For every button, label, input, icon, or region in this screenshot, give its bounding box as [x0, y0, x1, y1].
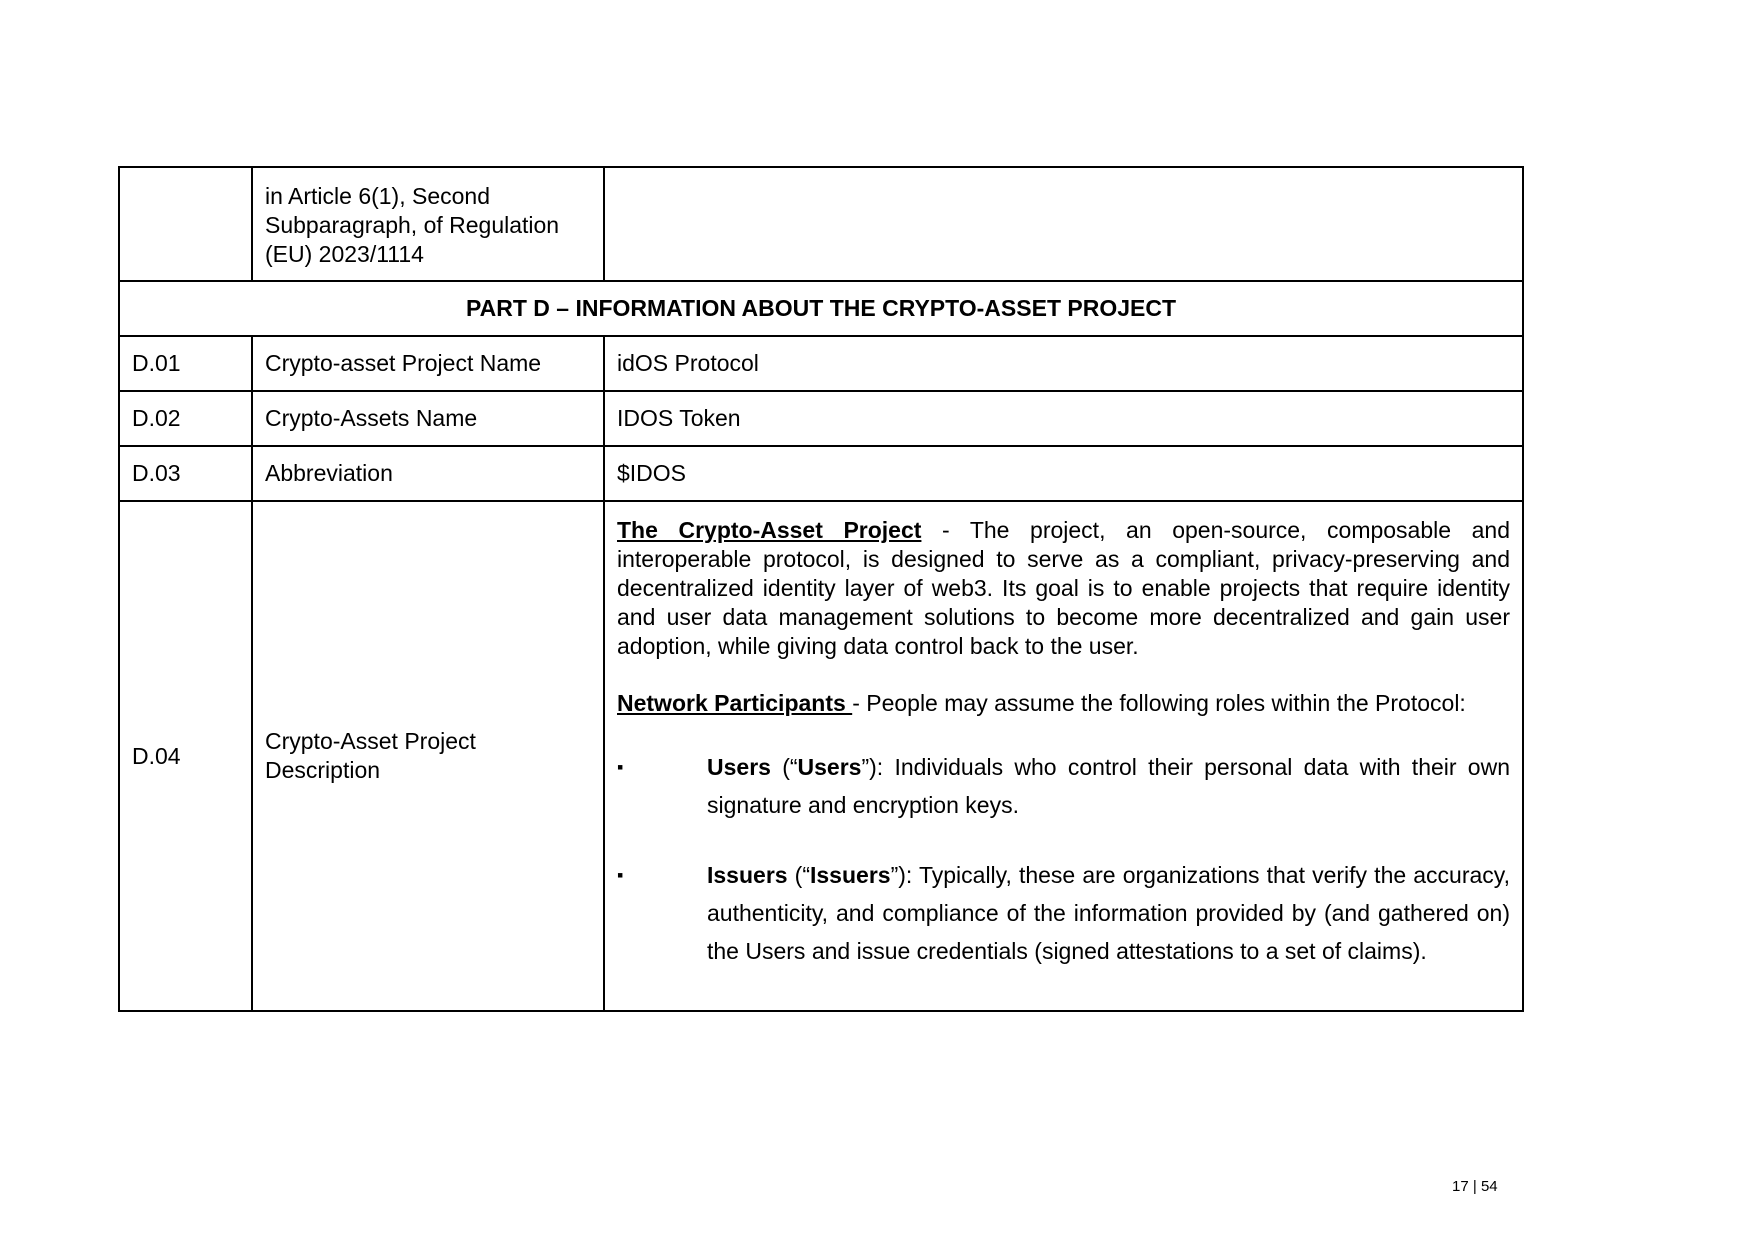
- table-row: [119, 391, 1523, 446]
- participants-paragraph: [617, 689, 1510, 718]
- field-value: idOS Protocol: [604, 336, 1523, 391]
- page-current: 17: [1452, 1178, 1469, 1195]
- square-bullet-icon: ▪: [617, 865, 624, 885]
- field-label-line: Subparagraph, of Regulation: [265, 212, 560, 238]
- field-value-cell: [604, 167, 1523, 281]
- bullet-term: Users: [707, 754, 771, 780]
- field-label-line: Crypto-Asset Project: [265, 728, 476, 754]
- bullet-quote-open: (“: [787, 862, 810, 888]
- page-separator: |: [1472, 1178, 1477, 1195]
- field-label-cell: [252, 501, 604, 1011]
- table-row-continuation: [119, 167, 1523, 281]
- project-paragraph: [617, 516, 1510, 661]
- bullet-text: [707, 748, 1510, 824]
- list-item-issuers: [617, 856, 1510, 970]
- field-label: Crypto-Assets Name: [252, 391, 604, 446]
- square-bullet-icon: ▪: [617, 757, 624, 777]
- row-id: D.02: [119, 391, 252, 446]
- table-row: [119, 336, 1523, 391]
- row-id: D.03: [119, 446, 252, 501]
- section-header-row: [119, 281, 1523, 336]
- participants-heading: Network Participants: [617, 690, 853, 716]
- description-cell: [604, 501, 1523, 1011]
- field-label-line: Description: [265, 757, 381, 783]
- row-id: D.04: [119, 501, 252, 1011]
- bullet-quote-open: (“: [770, 754, 798, 780]
- bullet-definition: ”): Typically, these are organizations that verify the accuracy, authenticity, and compliance of the information provided by (and gathered on) the Users and issue credentials (signed attestations to a set of claims).: [707, 862, 1510, 964]
- row-id: D.01: [119, 336, 252, 391]
- field-label: Abbreviation: [252, 446, 604, 501]
- bullet-term-quoted: Issuers: [810, 862, 891, 888]
- bullet-definition: ”): Individuals who control their personal data with their own signature and encryption keys.: [707, 754, 1510, 818]
- project-heading: The Crypto-Asset Project: [617, 517, 922, 543]
- field-label-line: (EU) 2023/1114: [265, 241, 424, 267]
- table-row: [119, 446, 1523, 501]
- field-value: IDOS Token: [604, 391, 1523, 446]
- list-item-users: [617, 748, 1510, 824]
- field-value: $IDOS: [604, 446, 1523, 501]
- page-total: 54: [1480, 1178, 1498, 1195]
- field-label: Crypto-asset Project Name: [252, 336, 604, 391]
- field-label-cell: [252, 167, 604, 281]
- bullet-term-quoted: Users: [797, 754, 862, 780]
- bullet-text: [707, 856, 1510, 970]
- whitepaper-table: [118, 166, 1524, 1012]
- table-row-description: [119, 501, 1523, 1011]
- section-header: PART D – INFORMATION ABOUT THE CRYPTO-ASSET PROJECT: [119, 281, 1523, 336]
- field-label-line: in Article 6(1), Second: [265, 183, 491, 209]
- row-id-cell: [119, 167, 252, 281]
- page-number: [1452, 1178, 1498, 1195]
- project-text: - The project, an open-source, composable and interoperable protocol, is designed to serve as a compliant, privacy-preserving and decentralized identity layer of web3. Its goal is to enable projects that require identity and user data management solutions to become more decentralized and gain user adoption, while giving data control back to the user.: [617, 517, 1510, 659]
- participants-text: - People may assume the following roles within the Protocol:: [852, 690, 1466, 716]
- bullet-term: Issuers: [707, 862, 788, 888]
